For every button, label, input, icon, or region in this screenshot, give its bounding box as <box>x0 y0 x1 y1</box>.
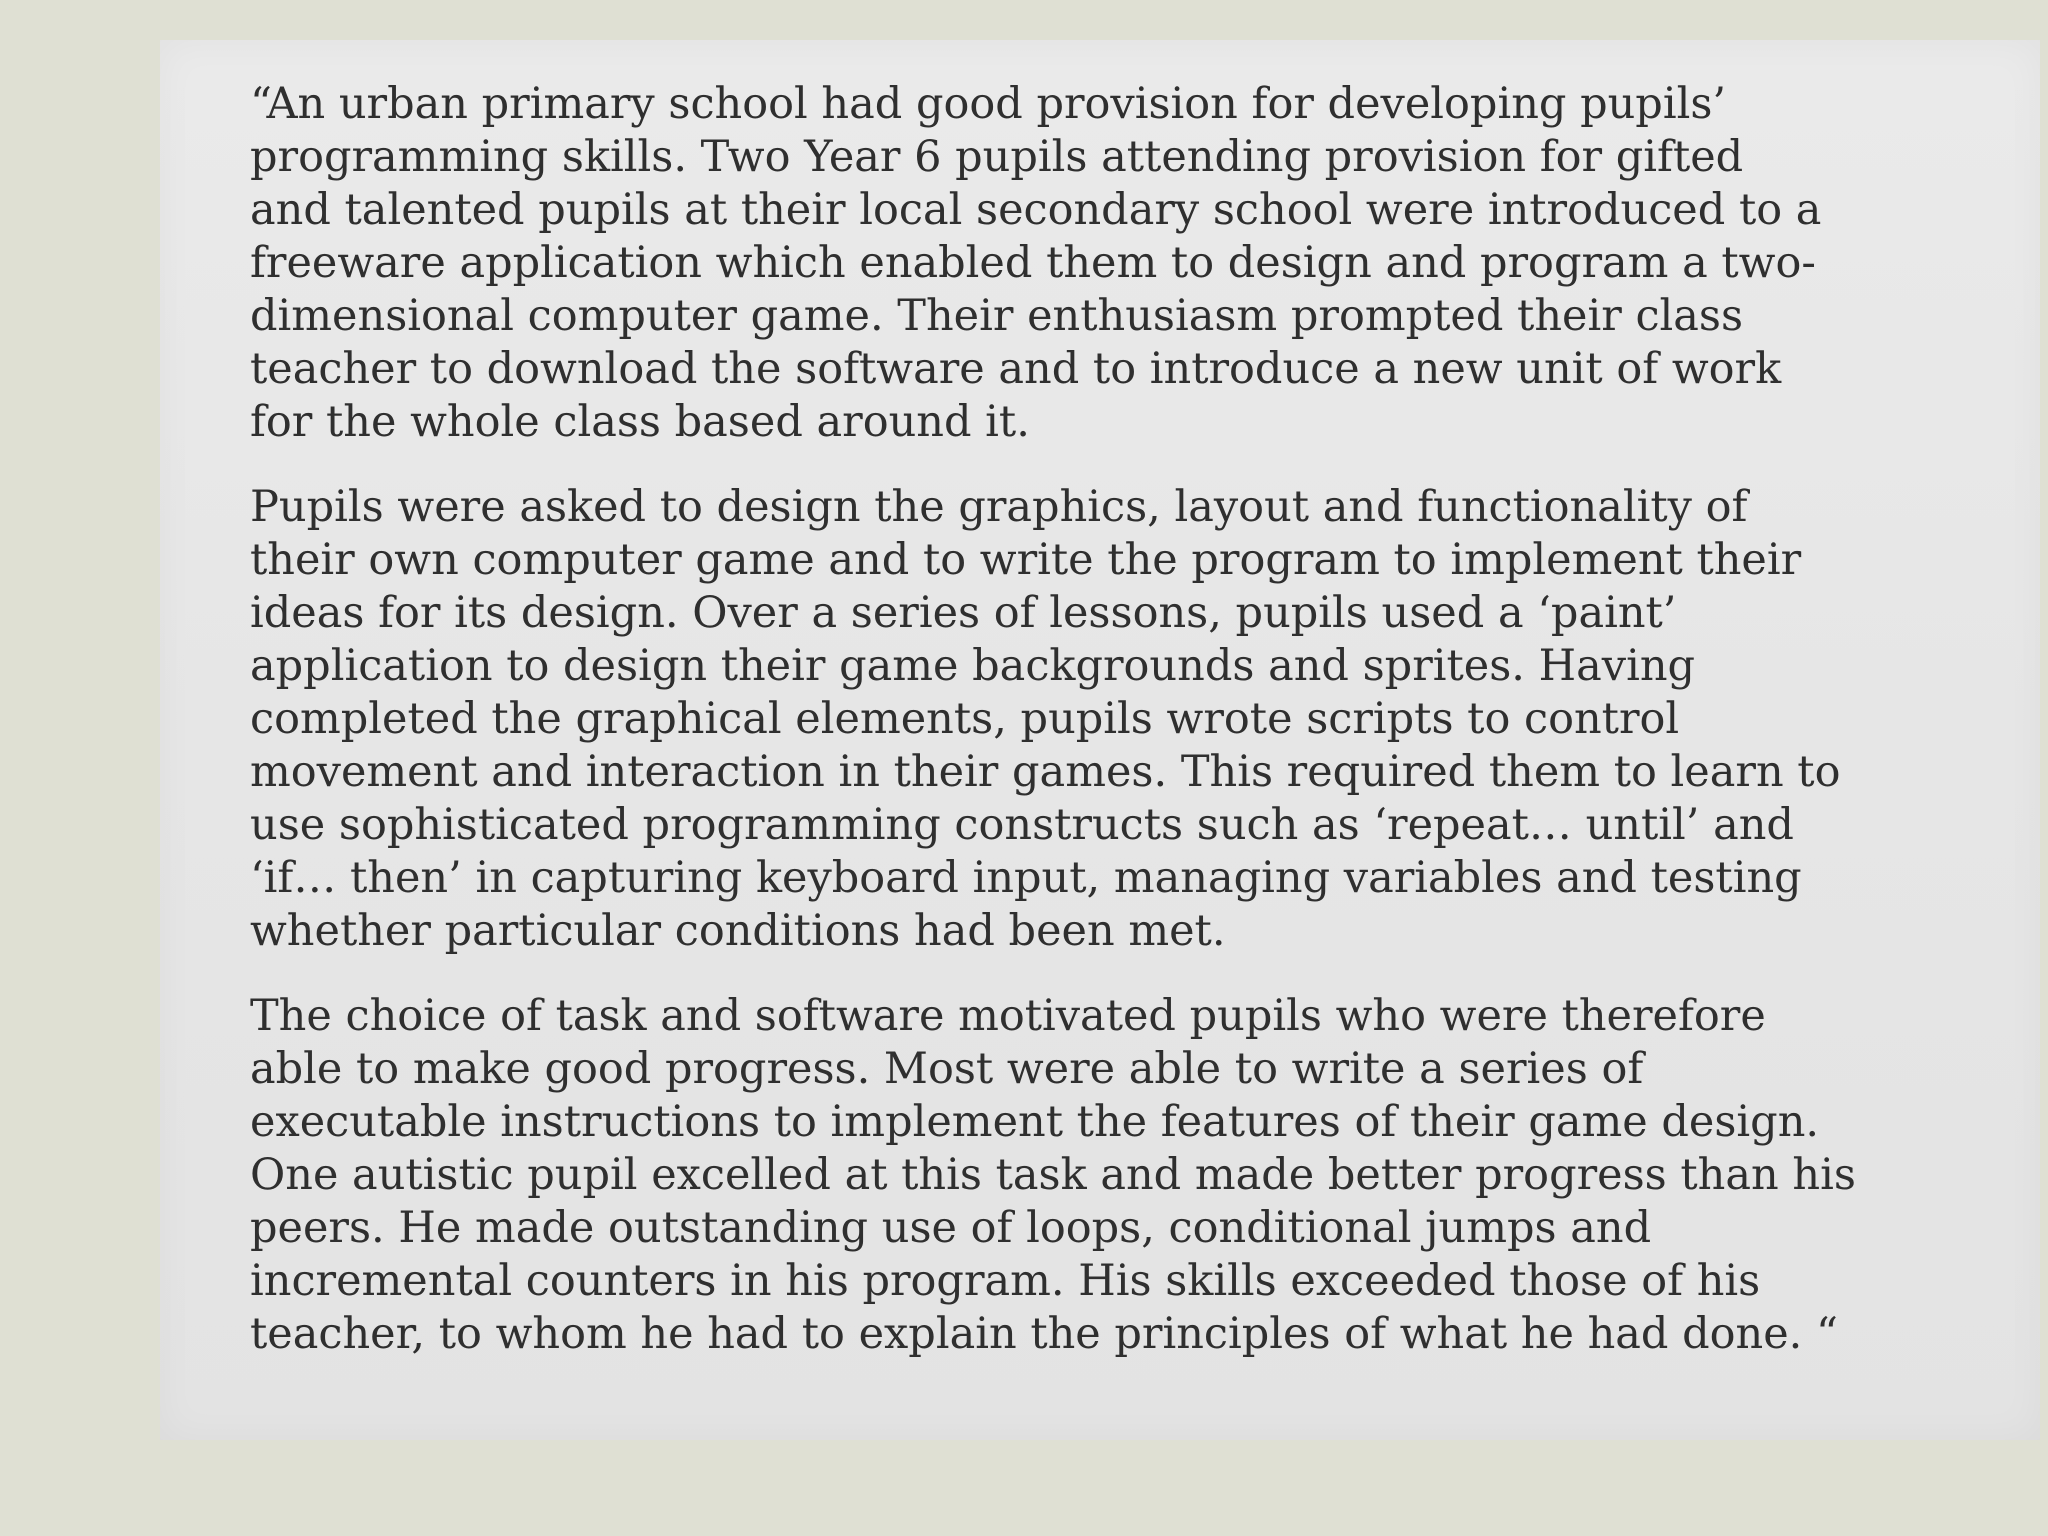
paragraph-2 <box>250 481 1841 958</box>
text-line: application to design their game backgrounds and sprites. Having <box>250 641 1696 691</box>
text-line: able to make good progress. Most were able to write a series of <box>250 1044 1644 1094</box>
text-line: dimensional computer game. Their enthusiasm prompted their class <box>250 291 1744 341</box>
text-line: The choice of task and software motivated pupils who were therefore <box>250 991 1766 1041</box>
text-line: One autistic pupil excelled at this task and made better progress than his <box>250 1150 1856 1200</box>
paragraph-1 <box>250 78 1822 449</box>
text-line: incremental counters in his program. His skills exceeded those of his <box>250 1256 1761 1306</box>
text-line: ideas for its design. Over a series of lessons, pupils used a ‘paint’ <box>250 588 1677 638</box>
text-line: movement and interaction in their games. This required them to learn to <box>250 747 1841 797</box>
text-line: freeware application which enabled them to design and program a two- <box>250 238 1816 288</box>
text-line: programming skills. Two Year 6 pupils attending provision for gifted <box>250 132 1744 182</box>
text-line: for the whole class based around it. <box>250 397 1030 447</box>
text-line: whether particular conditions had been met. <box>250 906 1226 956</box>
text-line: peers. He made outstanding use of loops, conditional jumps and <box>250 1203 1652 1253</box>
text-line: their own computer game and to write the program to implement their <box>250 535 1802 585</box>
text-line: ‘if… then’ in capturing keyboard input, managing variables and testing <box>250 853 1802 903</box>
text-line: Pupils were asked to design the graphics, layout and functionality of <box>250 482 1748 532</box>
text-line: completed the graphical elements, pupils wrote scripts to control <box>250 694 1680 744</box>
paragraph-3 <box>250 990 1856 1361</box>
text-line: teacher to download the software and to introduce a new unit of work <box>250 344 1782 394</box>
text-line: use sophisticated programming constructs such as ‘repeat… until’ and <box>250 800 1794 850</box>
text-line: executable instructions to implement the features of their game design. <box>250 1097 1820 1147</box>
text-line: teacher, to whom he had to explain the principles of what he had done. “ <box>250 1309 1838 1359</box>
text-line: and talented pupils at their local secondary school were introduced to a <box>250 185 1822 235</box>
quote-text-body <box>250 78 1856 1393</box>
text-line: “An urban primary school had good provision for developing pupils’ <box>250 79 1727 129</box>
